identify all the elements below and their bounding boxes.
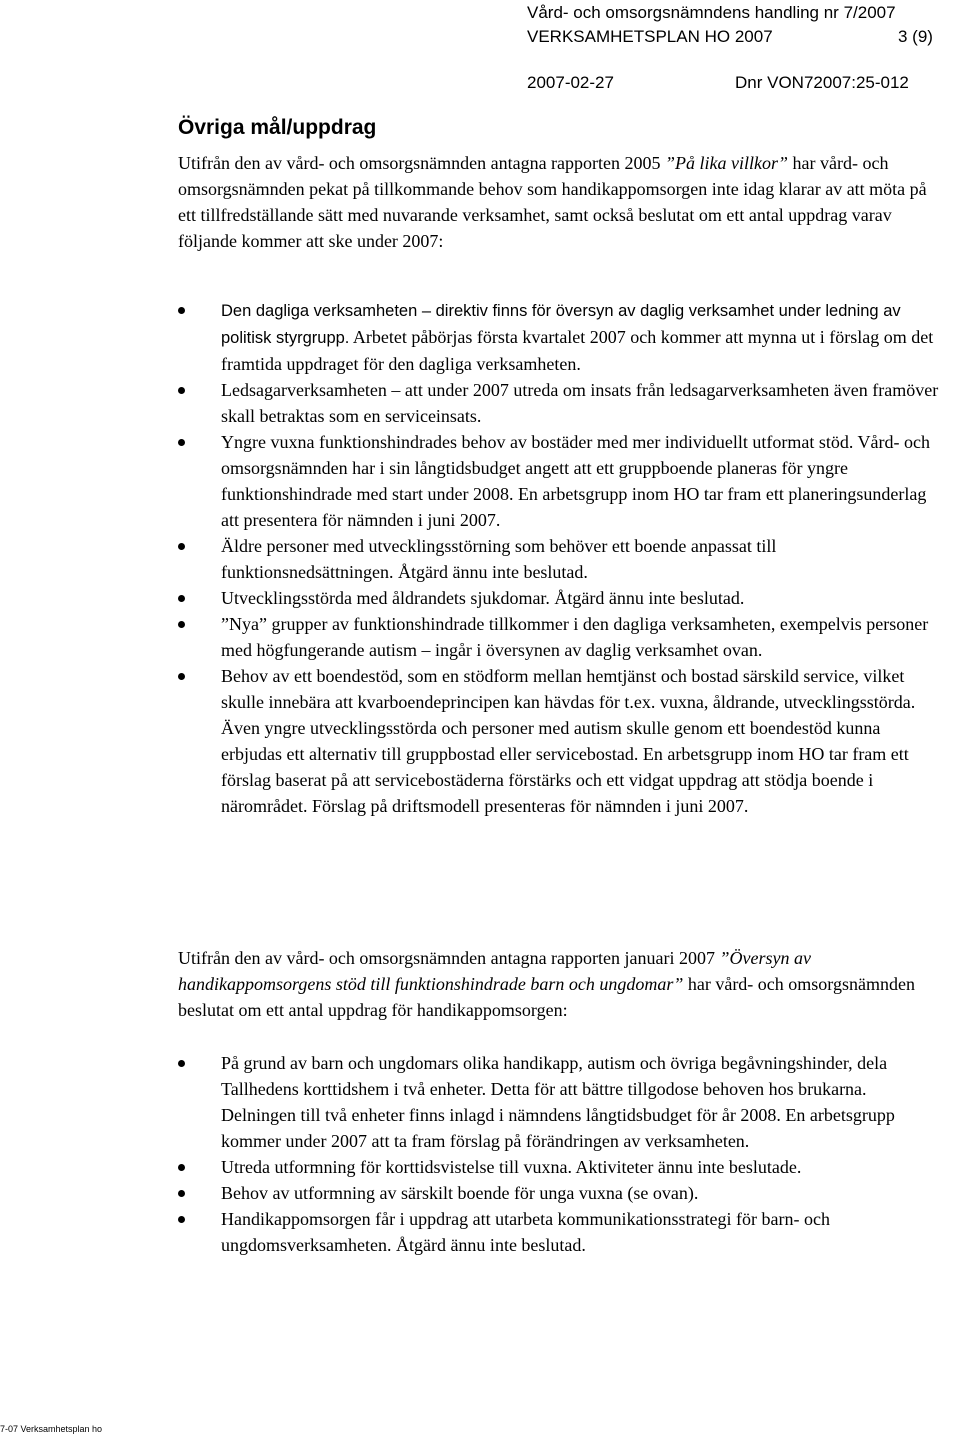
- list-item-text: Utreda utformning för korttidsvistelse till vuxna. Aktiviteter ännu inte beslutade.: [221, 1157, 802, 1177]
- decision-list: [178, 297, 944, 819]
- para2-text-2: har vård- och omsorgsnämnden beslutat om ett antal uppdrag för handikappomsorgen:: [178, 974, 915, 1020]
- bullet-icon: [178, 1060, 185, 1067]
- list-item: [178, 377, 944, 429]
- intro-paragraph: [178, 150, 944, 254]
- header-plan-title: VERKSAMHETSPLAN HO 2007: [527, 27, 773, 46]
- list-item-text: Äldre personer med utvecklingsstörning som behöver ett boende anpassat till funktionsnedsättningen. Åtgärd ännu inte beslutad.: [221, 536, 777, 582]
- list-item-text: Handikappomsorgen får i uppdrag att utarbeta kommunikationsstrategi för barn- och ungdomsverksamheten. Åtgärd ännu inte beslutad.: [221, 1209, 830, 1255]
- intro-text-2: har vård- och omsorgsnämnden pekat på tillkommande behov som handikappomsorgen inte idag klarar av att möta på ett tillfredställande sätt med nuvarande verksamhet, samt också beslutat om ett antal uppdrag varav följande kommer att ske under 2007:: [178, 153, 927, 251]
- list-item: [178, 1050, 944, 1154]
- list-item-text: Yngre vuxna funktionshindrades behov av bostäder med mer individuellt utformat stöd. Vård- och omsorgsnämnden har i sin långtidsbudget angett att ett gruppboende planeras för yngre funktionshindrade med start under 2008. En arbetsgrupp inom HO tar fram ett planeringsunderlag att presentera för nämnden i juni 2007.: [221, 432, 931, 530]
- intro-text-1: Utifrån den av vård- och omsorgsnämnden antagna rapporten 2005: [178, 153, 666, 173]
- bullet-icon: [178, 1190, 185, 1197]
- header-date: 2007-02-27: [527, 73, 614, 92]
- list-item-text: Behov av utformning av särskilt boende för unga vuxna (se ovan).: [221, 1183, 699, 1203]
- section-title: Övriga mål/uppdrag: [178, 116, 377, 139]
- list-item-text: Behov av ett boendestöd, som en stödform mellan hemtjänst och bostad särskild service, vilket skulle innebära att kvarboendeprincipen kan hävdas för t.ex. vuxna, åldrande, utvecklingsstörda. Även yngre utvecklingsstörda och personer med autism skulle genom ett boendestöd kunna erbjudas ett alternativ till gruppbostad eller servicebostad. En arbetsgrupp inom HO tar fram ett förslag baserat på att servicebostäderna förstärks och ett vidgat uppdrag att stödja boende i närområdet. Förslag på driftsmodell presenteras för nämnden i juni 2007.: [221, 666, 916, 816]
- list-item-text: ”Nya” grupper av funktionshindrade tillkommer i den dagliga verksamheten, exempelvis personer med högfungerande autism – ingår i översynen av daglig verksamhet ovan.: [221, 614, 929, 660]
- bullet-icon: [178, 1164, 185, 1171]
- list-item-text: På grund av barn och ungdomars olika handikapp, autism och övriga begåvningshinder, dela Tallhedens korttidshem i två enheter. Detta för att bättre tillgodose behoven hos brukarna. Delningen till två enheter finns inlagd i nämndens långtidsbudget för år 2008. En arbetsgrupp kommer under 2007 att ta fram förslag på förändringen av verksamheten.: [221, 1053, 895, 1151]
- bullet-icon: [178, 439, 185, 446]
- list-item: [178, 429, 944, 533]
- assignment-list: [178, 1050, 944, 1258]
- list-item: [178, 611, 944, 663]
- list-item-text: Utvecklingsstörda med åldrandets sjukdomar. Åtgärd ännu inte beslutad.: [221, 588, 745, 608]
- header-dnr: Dnr VON72007:25-012: [735, 73, 909, 92]
- report-title-italic: ”Översyn av handikappomsorgens stöd till funktionshindrade barn och ungdomar”: [178, 948, 811, 994]
- report-title-italic: ”På lika villkor”: [665, 153, 789, 173]
- second-paragraph: [178, 945, 944, 1023]
- list-item-text: Ledsagarverksamheten – att under 2007 utreda om insats från ledsagarverksamheten även framöver skall betraktas som en serviceinsats.: [221, 380, 939, 426]
- bullet-icon: [178, 595, 185, 602]
- list-item: [178, 297, 944, 377]
- header-page-number: 3 (9): [898, 27, 933, 46]
- list-item-text: Den dagliga verksamheten – direktiv finns för översyn av daglig verksamhet under ledning av politisk styrgrupp.: [221, 302, 901, 347]
- bullet-icon: [178, 673, 185, 680]
- bullet-icon: [178, 1216, 185, 1223]
- footer-filename: 7-07 Verksamhetsplan ho: [0, 1424, 103, 1434]
- list-item-text: Arbetet påbörjas första kvartalet 2007 och kommer att mynna ut i förslag om det framtida uppdraget för den dagliga verksamheten.: [221, 327, 934, 374]
- header-committee-line: Vård- och omsorgsnämndens handling nr 7/2007: [527, 3, 896, 22]
- list-item: [178, 1206, 944, 1258]
- bullet-icon: [178, 387, 185, 394]
- list-item: [178, 663, 944, 819]
- bullet-icon: [178, 307, 185, 314]
- list-item: [178, 533, 944, 585]
- list-item: [178, 1154, 944, 1180]
- list-item: [178, 585, 944, 611]
- para2-text-1: Utifrån den av vård- och omsorgsnämnden antagna rapporten januari 2007: [178, 948, 720, 968]
- list-item: [178, 1180, 944, 1206]
- bullet-icon: [178, 621, 185, 628]
- bullet-icon: [178, 543, 185, 550]
